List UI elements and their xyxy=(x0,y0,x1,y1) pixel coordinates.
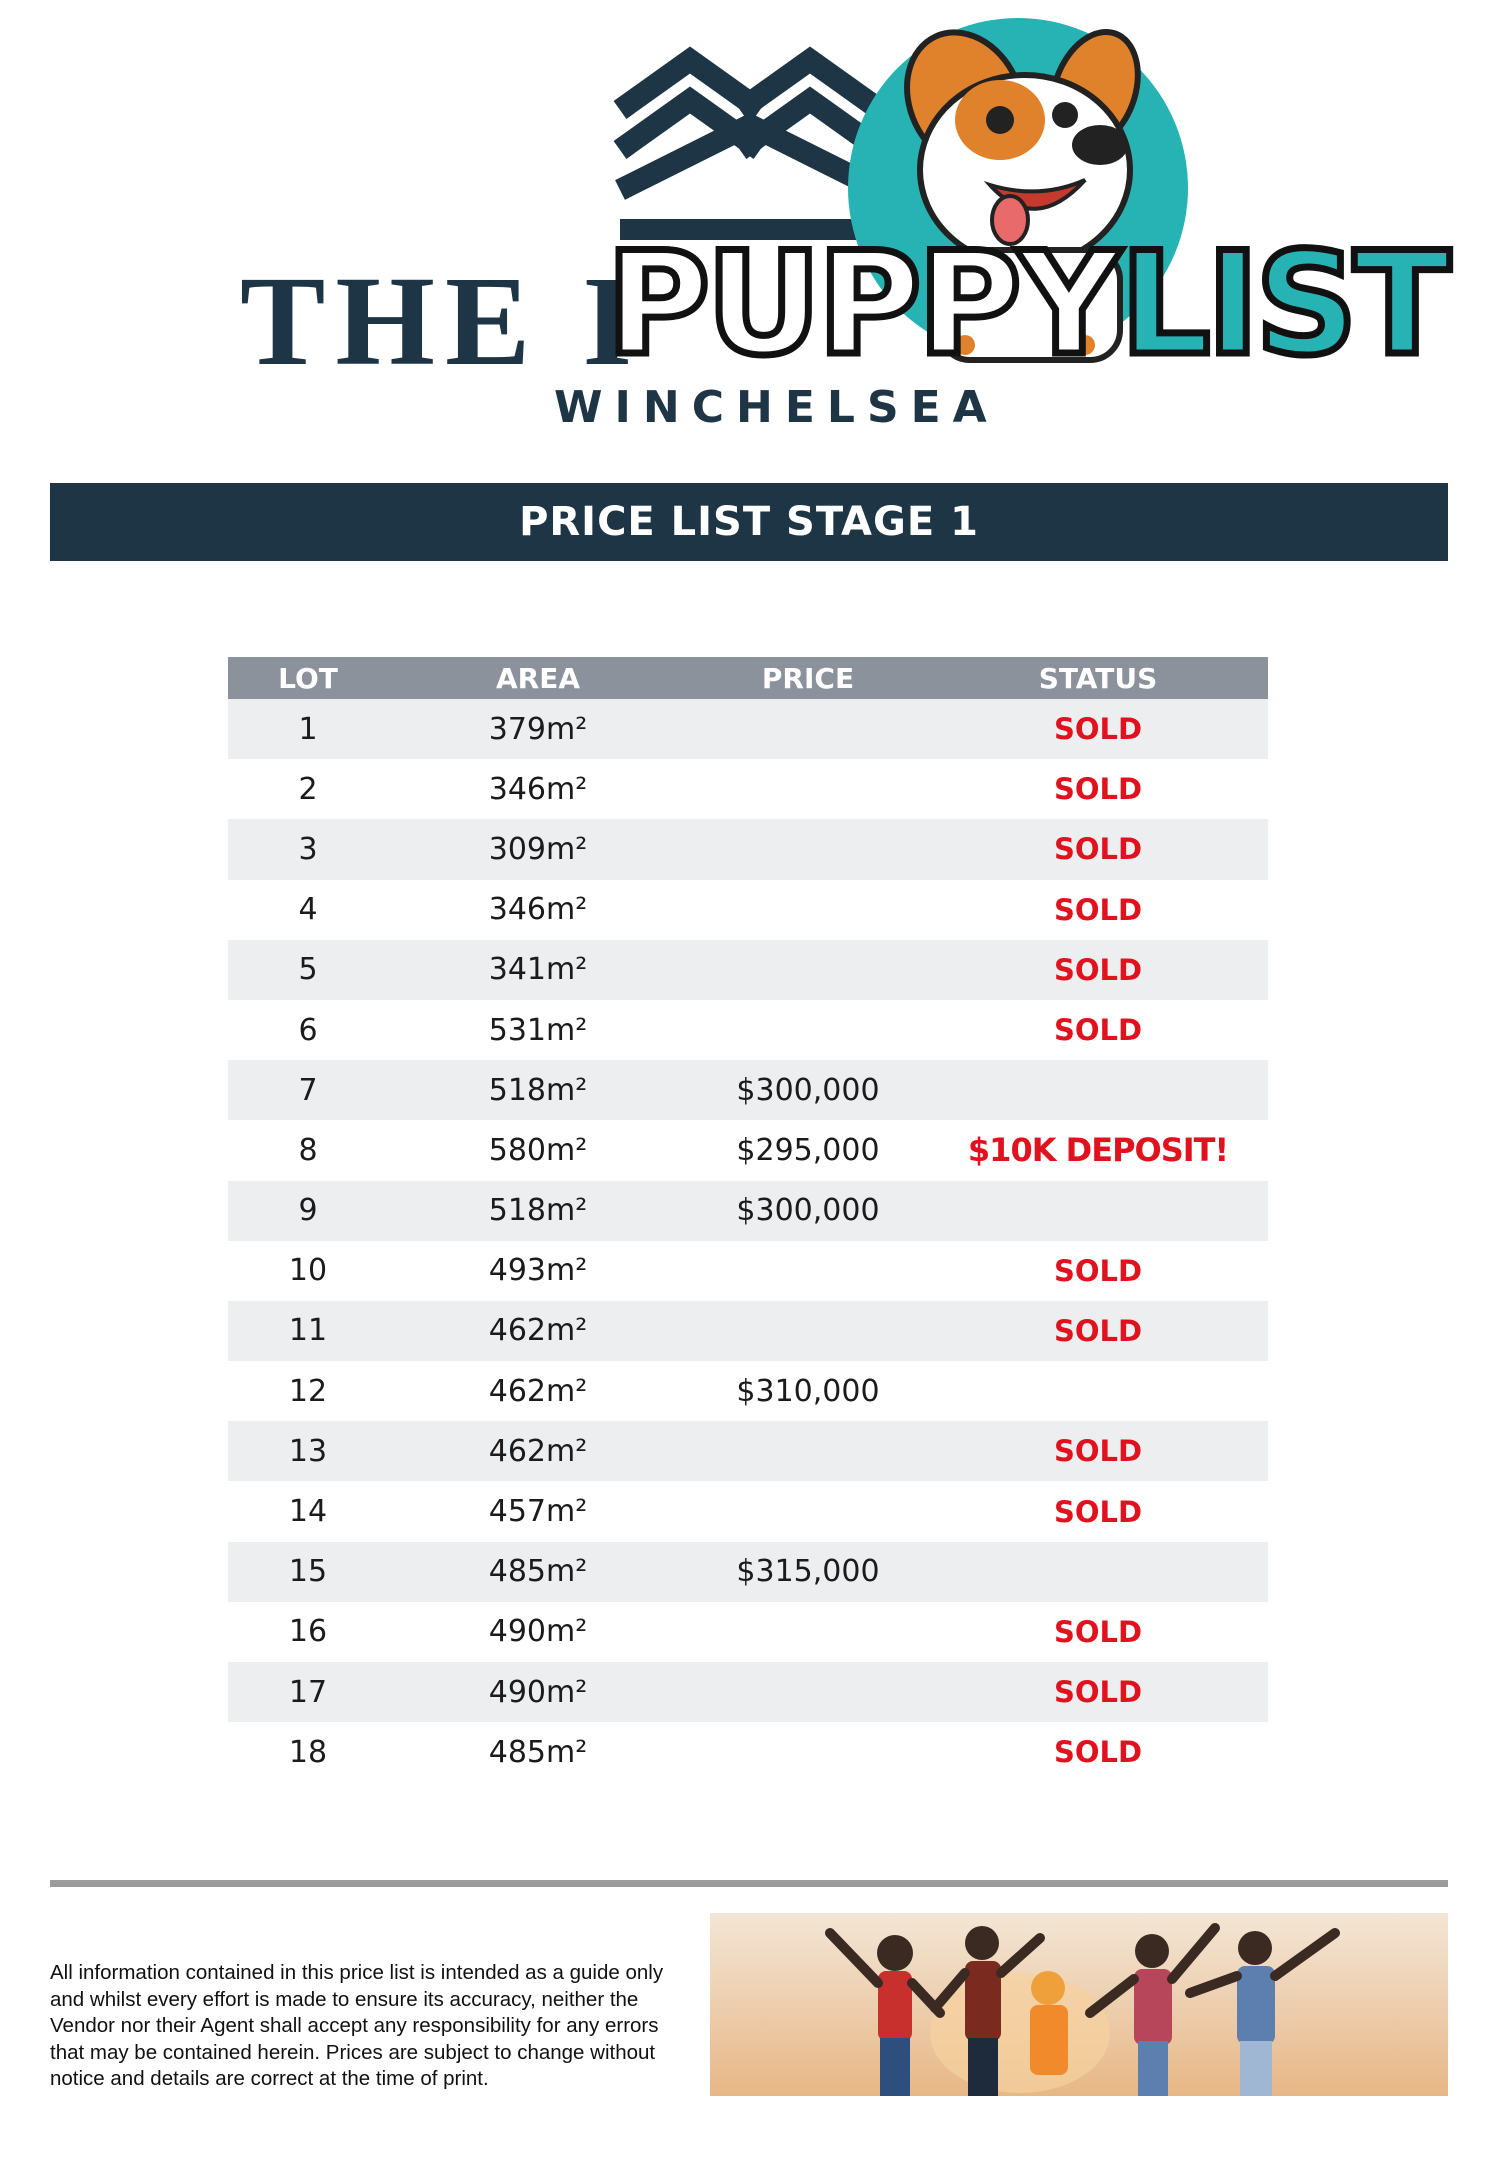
lot-cell: 6 xyxy=(298,1012,318,1048)
area-cell: 518m² xyxy=(488,1193,588,1229)
area-cell: 462m² xyxy=(488,1433,588,1469)
table-row xyxy=(228,1301,1268,1361)
table-body xyxy=(228,699,1268,1782)
lot-cell: 1 xyxy=(298,711,318,747)
table-row xyxy=(228,1181,1268,1241)
deposit-offer-badge: $10K DEPOSIT! xyxy=(967,1131,1229,1170)
status-cell: SOLD xyxy=(1053,892,1143,927)
status-cell: SOLD xyxy=(1053,1735,1143,1770)
status-cell: SOLD xyxy=(1053,1313,1143,1348)
lot-cell: 4 xyxy=(298,892,318,928)
table-row xyxy=(228,1241,1268,1301)
table-row xyxy=(228,1120,1268,1180)
header-price: PRICE xyxy=(761,661,855,695)
area-cell: 457m² xyxy=(488,1494,588,1530)
lot-cell: 15 xyxy=(288,1554,328,1590)
area-cell: 531m² xyxy=(488,1012,588,1048)
status-cell: SOLD xyxy=(1053,1675,1143,1710)
lot-cell: 2 xyxy=(298,771,318,807)
table-row xyxy=(228,699,1268,759)
status-cell: SOLD xyxy=(1053,832,1143,867)
estate-name: THE I xyxy=(240,250,643,392)
area-cell: 490m² xyxy=(488,1674,588,1710)
area-cell: 485m² xyxy=(488,1554,588,1590)
area-cell: 490m² xyxy=(488,1614,588,1650)
lot-cell: 12 xyxy=(288,1373,328,1409)
lot-cell: 16 xyxy=(288,1614,328,1650)
header-area: AREA xyxy=(495,661,581,695)
price-cell: $295,000 xyxy=(736,1132,880,1168)
lot-cell: 3 xyxy=(298,831,318,867)
watermark-word-puppy: PUPPY xyxy=(606,222,1117,387)
price-cell: $300,000 xyxy=(736,1193,880,1229)
table-row xyxy=(228,1662,1268,1722)
lot-cell: 13 xyxy=(288,1433,328,1469)
table-row xyxy=(228,940,1268,1000)
table-row xyxy=(228,1060,1268,1120)
header-lot: LOT xyxy=(278,661,338,695)
status-cell: SOLD xyxy=(1053,772,1143,807)
lot-cell: 18 xyxy=(288,1734,328,1770)
status-cell: SOLD xyxy=(1053,1494,1143,1529)
status-cell: SOLD xyxy=(1053,952,1143,987)
lot-cell: 9 xyxy=(298,1193,318,1229)
area-cell: 580m² xyxy=(488,1132,588,1168)
table-row xyxy=(228,1481,1268,1541)
price-cell: $300,000 xyxy=(736,1072,880,1108)
table-row xyxy=(228,880,1268,940)
table-row xyxy=(228,1542,1268,1602)
table-header xyxy=(228,657,1268,699)
table-row xyxy=(228,1361,1268,1421)
status-cell: SOLD xyxy=(1053,1434,1143,1469)
price-cell: $315,000 xyxy=(736,1554,880,1590)
status-cell: SOLD xyxy=(1053,712,1143,747)
estate-location: WINCHELSEA xyxy=(554,382,999,433)
status-cell: SOLD xyxy=(1053,1614,1143,1649)
table-row xyxy=(228,1602,1268,1662)
family-photo xyxy=(710,1913,1448,2096)
area-cell: 462m² xyxy=(488,1373,588,1409)
header-status: STATUS xyxy=(1038,661,1158,695)
price-table xyxy=(228,657,1268,1782)
status-cell: SOLD xyxy=(1053,1013,1143,1048)
lot-cell: 10 xyxy=(288,1253,328,1289)
lot-cell: 17 xyxy=(288,1674,328,1710)
table-row xyxy=(228,819,1268,879)
price-list-banner xyxy=(50,483,1448,561)
area-cell: 346m² xyxy=(488,771,588,807)
lot-cell: 8 xyxy=(298,1132,318,1168)
table-row xyxy=(228,1722,1268,1782)
disclaimer-text: All information contained in this price list is intended as a guide only and whilst every effort is made to ensure its accuracy, neither the Vendor nor their Agent shall accept any responsibility for any errors that may be contained herein. Prices are subject to change without notice and details are correct at the time of print. xyxy=(50,1961,664,2090)
area-cell: 518m² xyxy=(488,1072,588,1108)
area-cell: 309m² xyxy=(488,831,588,867)
status-cell: SOLD xyxy=(1053,1253,1143,1288)
lot-cell: 14 xyxy=(288,1494,328,1530)
area-cell: 493m² xyxy=(488,1253,588,1289)
lot-cell: 11 xyxy=(288,1313,328,1349)
area-cell: 346m² xyxy=(488,892,588,928)
table-row xyxy=(228,1000,1268,1060)
area-cell: 462m² xyxy=(488,1313,588,1349)
footer-divider xyxy=(50,1880,1448,1887)
area-cell: 485m² xyxy=(488,1734,588,1770)
lot-cell: 7 xyxy=(298,1072,318,1108)
area-cell: 379m² xyxy=(488,711,588,747)
table-row xyxy=(228,1421,1268,1481)
watermark-word-list: LIST xyxy=(1120,222,1447,387)
table-row xyxy=(228,759,1268,819)
lot-cell: 5 xyxy=(298,952,318,988)
area-cell: 341m² xyxy=(488,952,588,988)
banner-title: PRICE LIST STAGE 1 xyxy=(519,499,979,545)
price-cell: $310,000 xyxy=(736,1373,880,1409)
